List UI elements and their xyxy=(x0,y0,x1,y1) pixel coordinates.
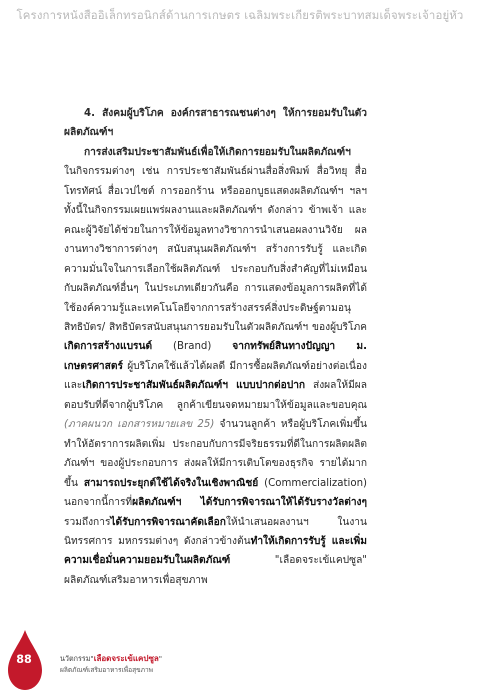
section-subheading: การส่งเสริมประชาสัมพันธ์เพื่อให้เกิดการยอมรับในผลิตภัณฑ์ฯ xyxy=(84,146,351,158)
footer-title-suffix: " xyxy=(158,654,163,663)
section-heading: 4. สังคมผู้บริโภค องค์กรสาธารณชนต่างๆ ให้การยอมรับในตัวผลิตภัณฑ์ฯ xyxy=(64,108,367,139)
appendix-reference: (ภาคผนวก เอกสารหมายเลข 25) xyxy=(64,419,215,431)
bold-phrase-commercial: สามารถประยุกต์ใช้ได้จริงในเชิงพาณิชย์ xyxy=(83,477,259,489)
body-paragraph xyxy=(64,162,367,590)
paragraph-text: (Commercialization) นอกจากนี้การที่ xyxy=(64,477,367,509)
paragraph-text: ผู้บริโภคใช้แล้วได้ผลดี มีการซื้อผลิตภัณฑ์อย่างต่อเนื่อง และ xyxy=(64,360,367,392)
running-header: โครงการหนังสืออิเล็กทรอนิกส์ด้านการเกษตร เฉลิมพระเกียรติพระบาทสมเด็จพระเจ้าอยู่หัว xyxy=(16,8,464,22)
paragraph-text: (Brand) xyxy=(152,341,233,353)
bold-phrase-brand: เกิดการสร้างแบรนด์ xyxy=(64,341,153,353)
paragraph-text: ส่งผลให้มีผลตอบรับที่ดีจากผู้บริโภค ลูกค้าเขียนจดหมายมาให้ข้อมูลและขอบคุณ xyxy=(64,380,367,411)
paragraph-text: รวมถึงการ xyxy=(64,516,111,528)
bold-phrase-ip: จากทรัพย์สินทางปัญญา ม. เกษตรศาสตร์ xyxy=(64,341,367,372)
page-number: 88 xyxy=(16,653,32,666)
paragraph-text: "เลือดจระเข้แคปซูล" ผลิตภัณฑ์เสริมอาหารเพื่อสุขภาพ xyxy=(64,555,367,586)
bold-phrase-selection: ได้รับการพิจารณาคัดเลือก xyxy=(110,516,226,528)
body-text xyxy=(64,104,367,590)
footer-title-prefix: นวัตกรรม" xyxy=(60,654,94,663)
bold-phrase-awards: ผลิตภัณฑ์ฯ ได้รับการพิจารณาให้ได้รับรางวัลต่างๆ xyxy=(132,497,367,509)
footer-brand: เลือดจระเข้แคปซูล xyxy=(93,654,159,663)
paragraph-text: ให้นำเสนอผลงานฯ ในงานนิทรรศการ มหกรรมต่างๆ ดังกล่าวข้างต้น xyxy=(64,516,367,547)
paragraph-text: จำนวนลูกค้า หรือผู้บริโภคเพิ่มขึ้น ทำให้อัตราการผลิตเพิ่ม ประกอบกับการมีจริยธรรมที่ดีในการผลิตผลิตภัณฑ์ฯ ของผู้ประกอบการ ส่งผลให้มีการเติบโตของธุรกิจ รายได้มากขึ้น xyxy=(64,419,367,489)
bold-phrase-word-of-mouth: เกิดการประชาสัมพันธ์ผลิตภัณฑ์ฯ แบบปากต่อปาก xyxy=(82,380,306,392)
bold-phrase-confidence: ทำให้เกิดการรับรู้ และเพิ่มความเชื่อมั่นความยอมรับในผลิตภัณฑ์ xyxy=(64,535,367,567)
paragraph-text: ในกิจกรรมต่างๆ เช่น การประชาสัมพันธ์ผ่านสื่อสิ่งพิมพ์ สื่อวิทยุ สื่อโทรทัศน์ สื่อเวปไซต์ การออกร้าน หรือออกบูธแสดงผลิตภัณฑ์ฯ ฯลฯ ทั้งนี้ในกิจกรรมเผยแพร่ผลงานและผลิตภัณฑ์ฯ ดังกล่าว ข้าพเจ้า และคณะผู้วิจัยได้ช่วยในการให้ข้อมูลทางวิชาการนำเสนอผลงานวิจัย ผลงานทางวิชาการต่างๆ สนับสนุนผลิตภัณฑ์ฯ สร้างการรับรู้ และเกิดความมั่นใจในการเลือกใช้ผลิตภัณฑ์ ประกอบกับสิ่งสำคัญที่ไม่เหมือนกับผลิตภัณฑ์อื่นๆ ในประเภทเดียวกันคือ การแสดงข้อมูลการผลิตที่ได้ใช้องค์ความรู้และเทคโนโลยีจากการสร้างสรรค์สิ่งประดิษฐ์ตามอนุสิทธิบัตร/ สิทธิบัตรสนับสนุนการยอมรับในตัวผลิตภัณฑ์ฯ ของผู้บริโภค xyxy=(64,166,367,333)
footer-subtitle: ผลิตภัณฑ์เสริมอาหารเพื่อสุขภาพ xyxy=(60,666,154,674)
